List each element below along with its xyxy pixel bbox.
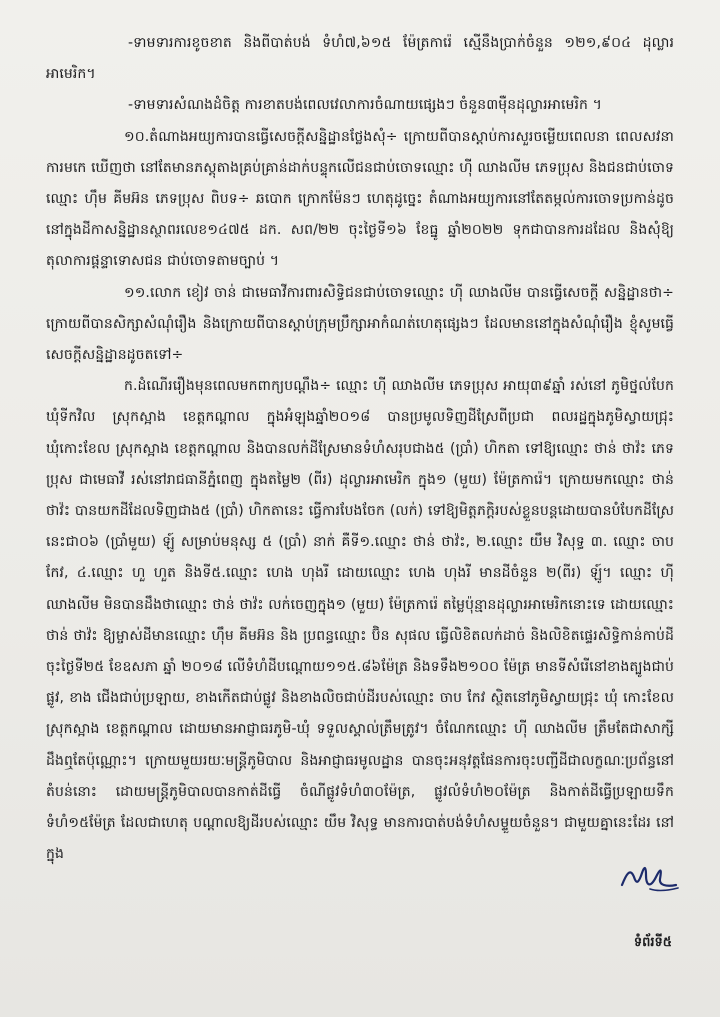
paragraph-moral-compensation: -ទាមទារសំណងដំចិត្ត ការខាតបង់ពេលវេលាការចំណាយផ្សេងៗ ចំនួន៣ម៉ឺនដុល្លារអាមេរិក ។ <box>128 97 602 114</box>
paragraph-case-background: ក.ដំណើររឿងមុនពេលមកពាក្យបណ្ដឹង÷ ឈ្មោះ ហ៊ី ឈាងលីម ភេទប្រុស អាយុ៣៩ឆ្នាំ រស់នៅ ភូមិថ្នល់បែក ឃុំទីកវិល ស្រុកស្អាង ខេត្តកណ្ដាល ក្នុងអំឡុងឆ្នាំ២០១៨ បានប្រមូលទិញដីស្រែពីប្រជា ពលរដ្ឋក្នុងភូមិស្វាយជ្រុះ ឃុំកោះខែល ស្រុកស្អាង ខេត្តកណ្ដាល និងបានលក់ដីស្រែមានទំហំសរុបជាង៥ (ប្រាំ) ហិកតា ទៅឱ្យឈ្មោះ ថាន់ ថាវ៉ះ ភេទប្រុស ជាមេធាវី រស់នៅរាជធានីភ្នំពេញ ក្នុងតម្លៃ២ (ពីរ) ដុល្លារអាមេរិក ក្នុង១ (មួយ) ម៉ែត្រការ៉េ។ ក្រោយមកឈ្មោះ ថាន់ ថាវ៉ះ បានយកដីដែលទិញជាង៥ (ប្រាំ) ហិកតានេះ ធ្វើការបែងចែក (លក់) ទៅឱ្យមិត្តភក្ដិរបស់ខ្លួនបន្តដោយបានបំបែកដីស្រែនេះជា០៦ (ប្រាំមួយ) ឡូ៍ សម្រាប់មនុស្ស ៥ (ប្រាំ) នាក់ គឺទី១.ឈ្មោះ ថាន់ ថាវ៉ះ, ២.ឈ្មោះ យឹម វិសុទ្ធ ៣. ឈ្មោះ ចាប កែវ, ៤.ឈ្មោះ ហួ ហួត និងទី៥.ឈ្មោះ ហេង ហុងរី ដោយឈ្មោះ ហេង ហុងរី មានដីចំនួន ២(ពីរ) ឡូ៍។ ឈ្មោះ ហ៊ី ឈាងលីម មិនបានដឹងថាឈ្មោះ ថាន់ ថាវ៉ះ លក់ចេញក្នុង១ (មួយ) ម៉ែត្រការ៉េ តម្លៃប៉ុន្មានដុល្លារអាមេរិកនោះទេ ដោយឈ្មោះ ថាន់ ថាវ៉ះ ឱ្យម្ចាស់ដីមានឈ្មោះ ហ៊ឹម គីមអ៊ន និង ប្រពន្ធឈ្មោះ ប៊ិន សុផល ធ្វើលិខិតលក់ដាច់ និងលិខិតផ្ទេរសិទ្ធិកាន់កាប់ដី ចុះថ្ងៃទី២៥ ខែឧសភា ឆ្នាំ ២០១៨ លើទំហំដីបណ្ដោយ១១៥.៨៦ម៉ែត្រ និងទទឹង២១០០ ម៉ែត្រ មានទីសំរើនៅខាងត្បូងជាប់ផ្លូវ, ខាង ជើងជាប់ប្រឡាយ, ខាងកើតជាប់ផ្លូវ និងខាងលិចជាប់ដីរបស់ឈ្មោះ ចាប កែវ ស្ថិតនៅភូមិស្វាយជ្រុះ ឃុំ កោះខែល ស្រុកស្អាង ខេត្តកណ្ដាល ដោយមានអាជ្ញាធរភូមិ-ឃុំ ទទួលស្គាល់ត្រឹមត្រូវ។ ចំណែកឈ្មោះ ហ៊ី ឈាងលីម ត្រឹមតែជាសាក្សីដឹងឮតែប៉ុណ្ណោះ។ ក្រោយមួយរយៈមន្ត្រីភូមិបាល និងអាជ្ញាធរមូលដ្ឋាន បានចុះអនុវត្តផែនការចុះបញ្ជីដីជាលក្ខណៈប្រព័ន្ធនៅតំបន់នោះ ដោយមន្ត្រីភូមិបាលបានកាត់ដីធ្វើ ចំណីផ្លូវទំហំ៣០ម៉ែត្រ, ផ្លូវលំទំហំ២០ម៉ែត្រ និងកាត់ដីធ្វើប្រឡាយទឹកទំហំ១៥ម៉ែត្រ ដែលជាហេតុ បណ្ដាលឱ្យដីរបស់ឈ្មោះ យឹម វិសុទ្ធ មានការបាត់បង់ទំហំសម្ទួយចំនួន។ ជាមួយគ្នានេះដែរ នៅក្នុង <box>46 378 674 863</box>
paragraph-prosecutor-conclusion: ១០.តំណាងអយ្យការបានធ្វើសេចក្ដីសន្និដ្ឋានថ្លែងសុំ÷ ក្រោយពីបានស្ដាប់ការសួរចម្លើយពេលនា ពេលសវនាការមកេ ឃើញថា នៅតែមានភស្តុតាងគ្រប់គ្រាន់ដាក់បន្ទុកលើជនជាប់ចោទឈ្មោះ ហ៊ី ឈាងលីម ភេទប្រុស និងជនជាប់ចោទឈ្មោះ ហ៊ឹម គីមអ៊ន ភេទប្រុស ពិបទ÷ ឆបោក ក្រោកម៉ែនៗ ហេតុដូច្នេះ តំណាងអយ្យការនៅតែតម្កល់ការចោទប្រកាន់ដូចនៅក្នុងដីកាសន្និដ្ឋានស្ថាពរលេខ១៤៧៥ ដក. សព/២២ ចុះថ្ងៃទី១៦ ខែធ្នូ ឆ្នាំ២០២២ ទុកជាបានការដដែល និងសុំឱ្យតុលាការផ្ដន្ទាទោសជន ជាប់ចោទតាមច្បាប់ ។ <box>46 128 674 270</box>
page-number: ទំព័រទី៥ <box>633 935 672 950</box>
signature-mark <box>616 855 680 899</box>
paragraph-damage-claim: -ទាមទារការខូចខាត និងពីបាត់បង់ ទំហំ៧,៦១៥ ម៉ែត្រការ៉េ ស្មើនឹងប្រាក់ចំនួន ១២១,៩០៤ ដុល្លារអាមេរិក។ <box>46 35 674 83</box>
paragraph-defense-lawyer: ១១.លោក ខៀវ ចាន់ ជាមេធាវីការពារសិទ្ធិជនជាប់ចោទឈ្មោះ ហ៊ី ឈាងលីម បានធ្វើសេចក្ដី សន្និដ្ឋានថា÷ ក្រោយពីបានសិក្សាសំណុំរឿង និងក្រោយពីបានស្ដាប់ក្រុមប្រឹក្សាអាកំណត់ហេតុផ្សេងៗ ដែលមាននៅក្នុងសំណុំរឿង ខ្ញុំសូមធ្វើសេចក្ដីសន្និដ្ឋានដូចតទៅ÷ <box>46 284 674 364</box>
